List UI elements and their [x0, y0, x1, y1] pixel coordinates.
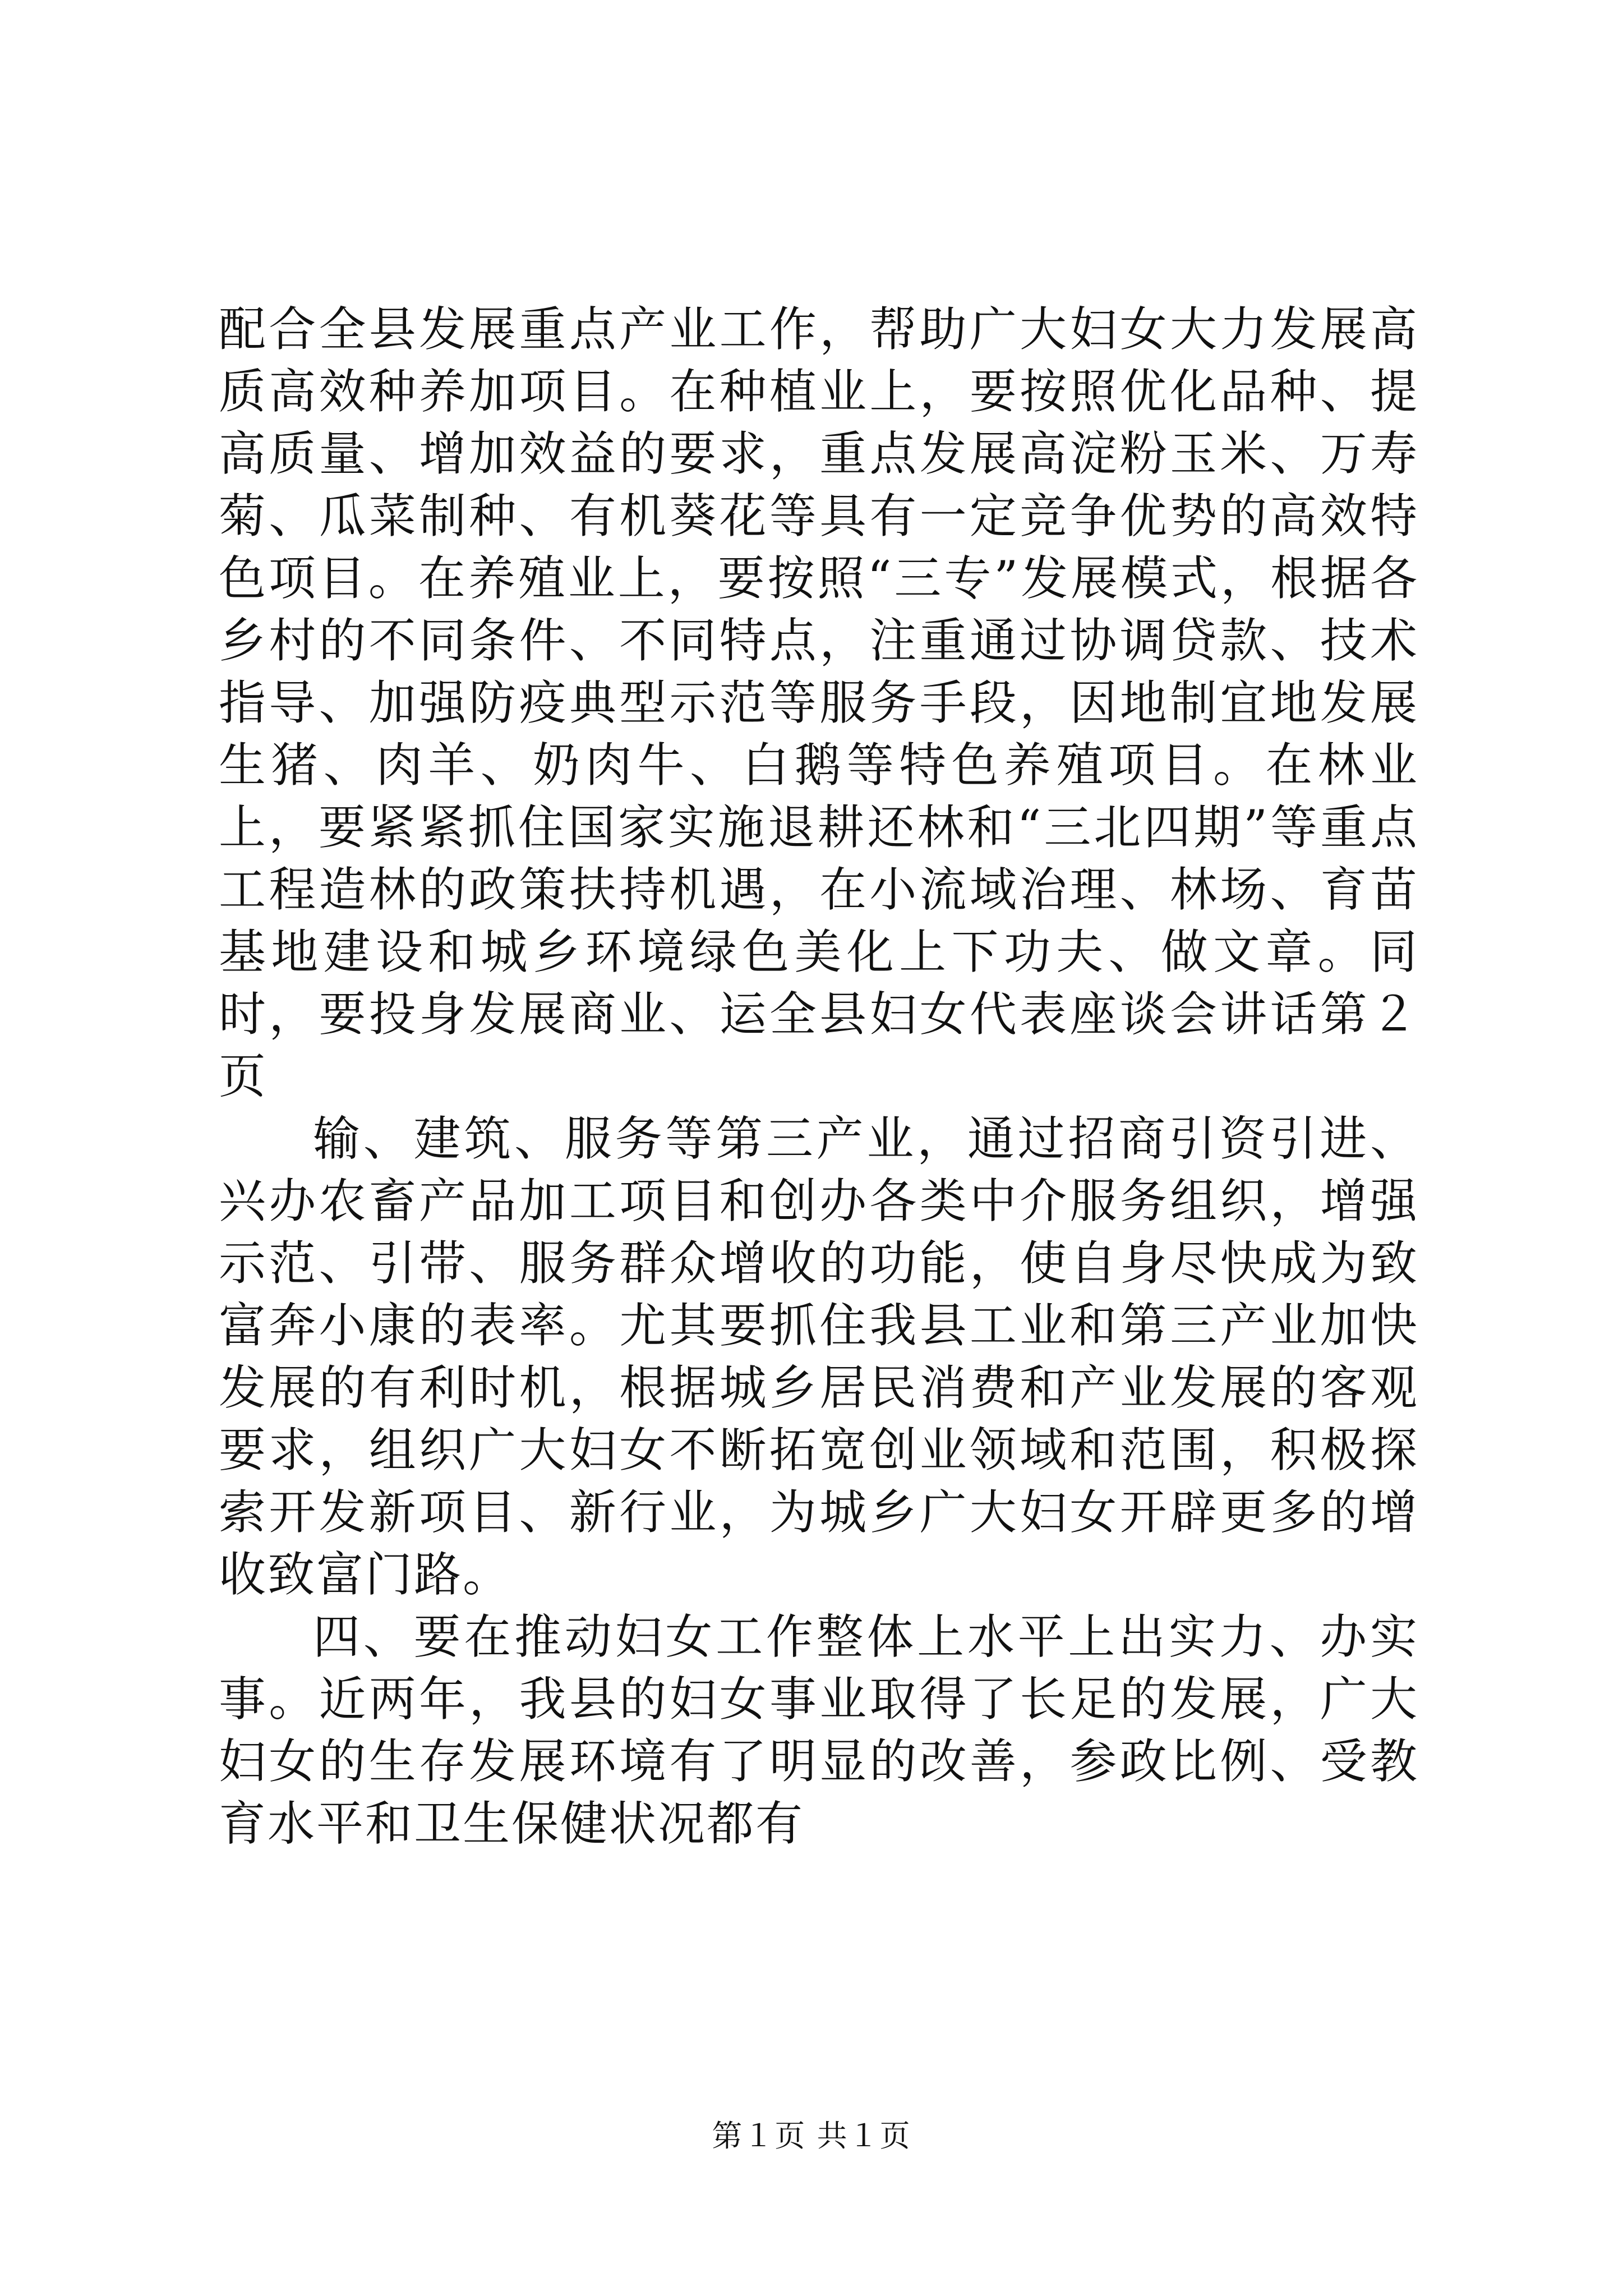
page-footer: 第１页 共１页 — [712, 2118, 911, 2154]
paragraph-1: 配合全县发展重点产业工作，帮助广大妇女大力发展高质高效种养加项目。在种植业上，要按照优化品种、提高质量、增加效益的要求，重点发展高淀粉玉米、万寿菊、瓜菜制种、有机葵花等具有一定竞争优势的高效特色项目。在养殖业上，要按照“三专”发展模式，根据各乡村的不同条件、不同特点，注重通过协调贷款、技术指导、加强防疫典型示范等服务手段，因地制宜地发展生猪、肉羊、奶肉牛、白鹅等特色养殖项目。在林业上，要紧紧抓住国家实施退耕还林和“三北四期”等重点工程造林的政策扶持机遇，在小流域治理、林场、育苗基地建设和城乡环境绿色美化上下功夫、做文章。同时，要投身发展商业、运全县妇女代表座谈会讲话第２页 — [219, 302, 1419, 1104]
paragraph-3: 四、要在推动妇女工作整体上水平上出实力、办实事。近两年，我县的妇女事业取得了长足的发展，广大妇女的生存发展环境有了明显的改善，参政比例、受教育水平和卫生保健状况都有 — [219, 1609, 1419, 1851]
body-text — [219, 298, 1419, 1855]
paragraph-2: 输、建筑、服务等第三产业，通过招商引资引进、兴办农畜产品加工项目和创办各类中介服务组织，增强示范、引带、服务群众增收的功能，使自身尽快成为致富奔小康的表率。尤其要抓住我县工业和第三产业加快发展的有利时机，根据城乡居民消费和产业发展的客观要求，组织广大妇女不断拓宽创业领域和范围，积极探索开发新项目、新行业，为城乡广大妇女开辟更多的增收致富门路。 — [219, 1111, 1419, 1602]
